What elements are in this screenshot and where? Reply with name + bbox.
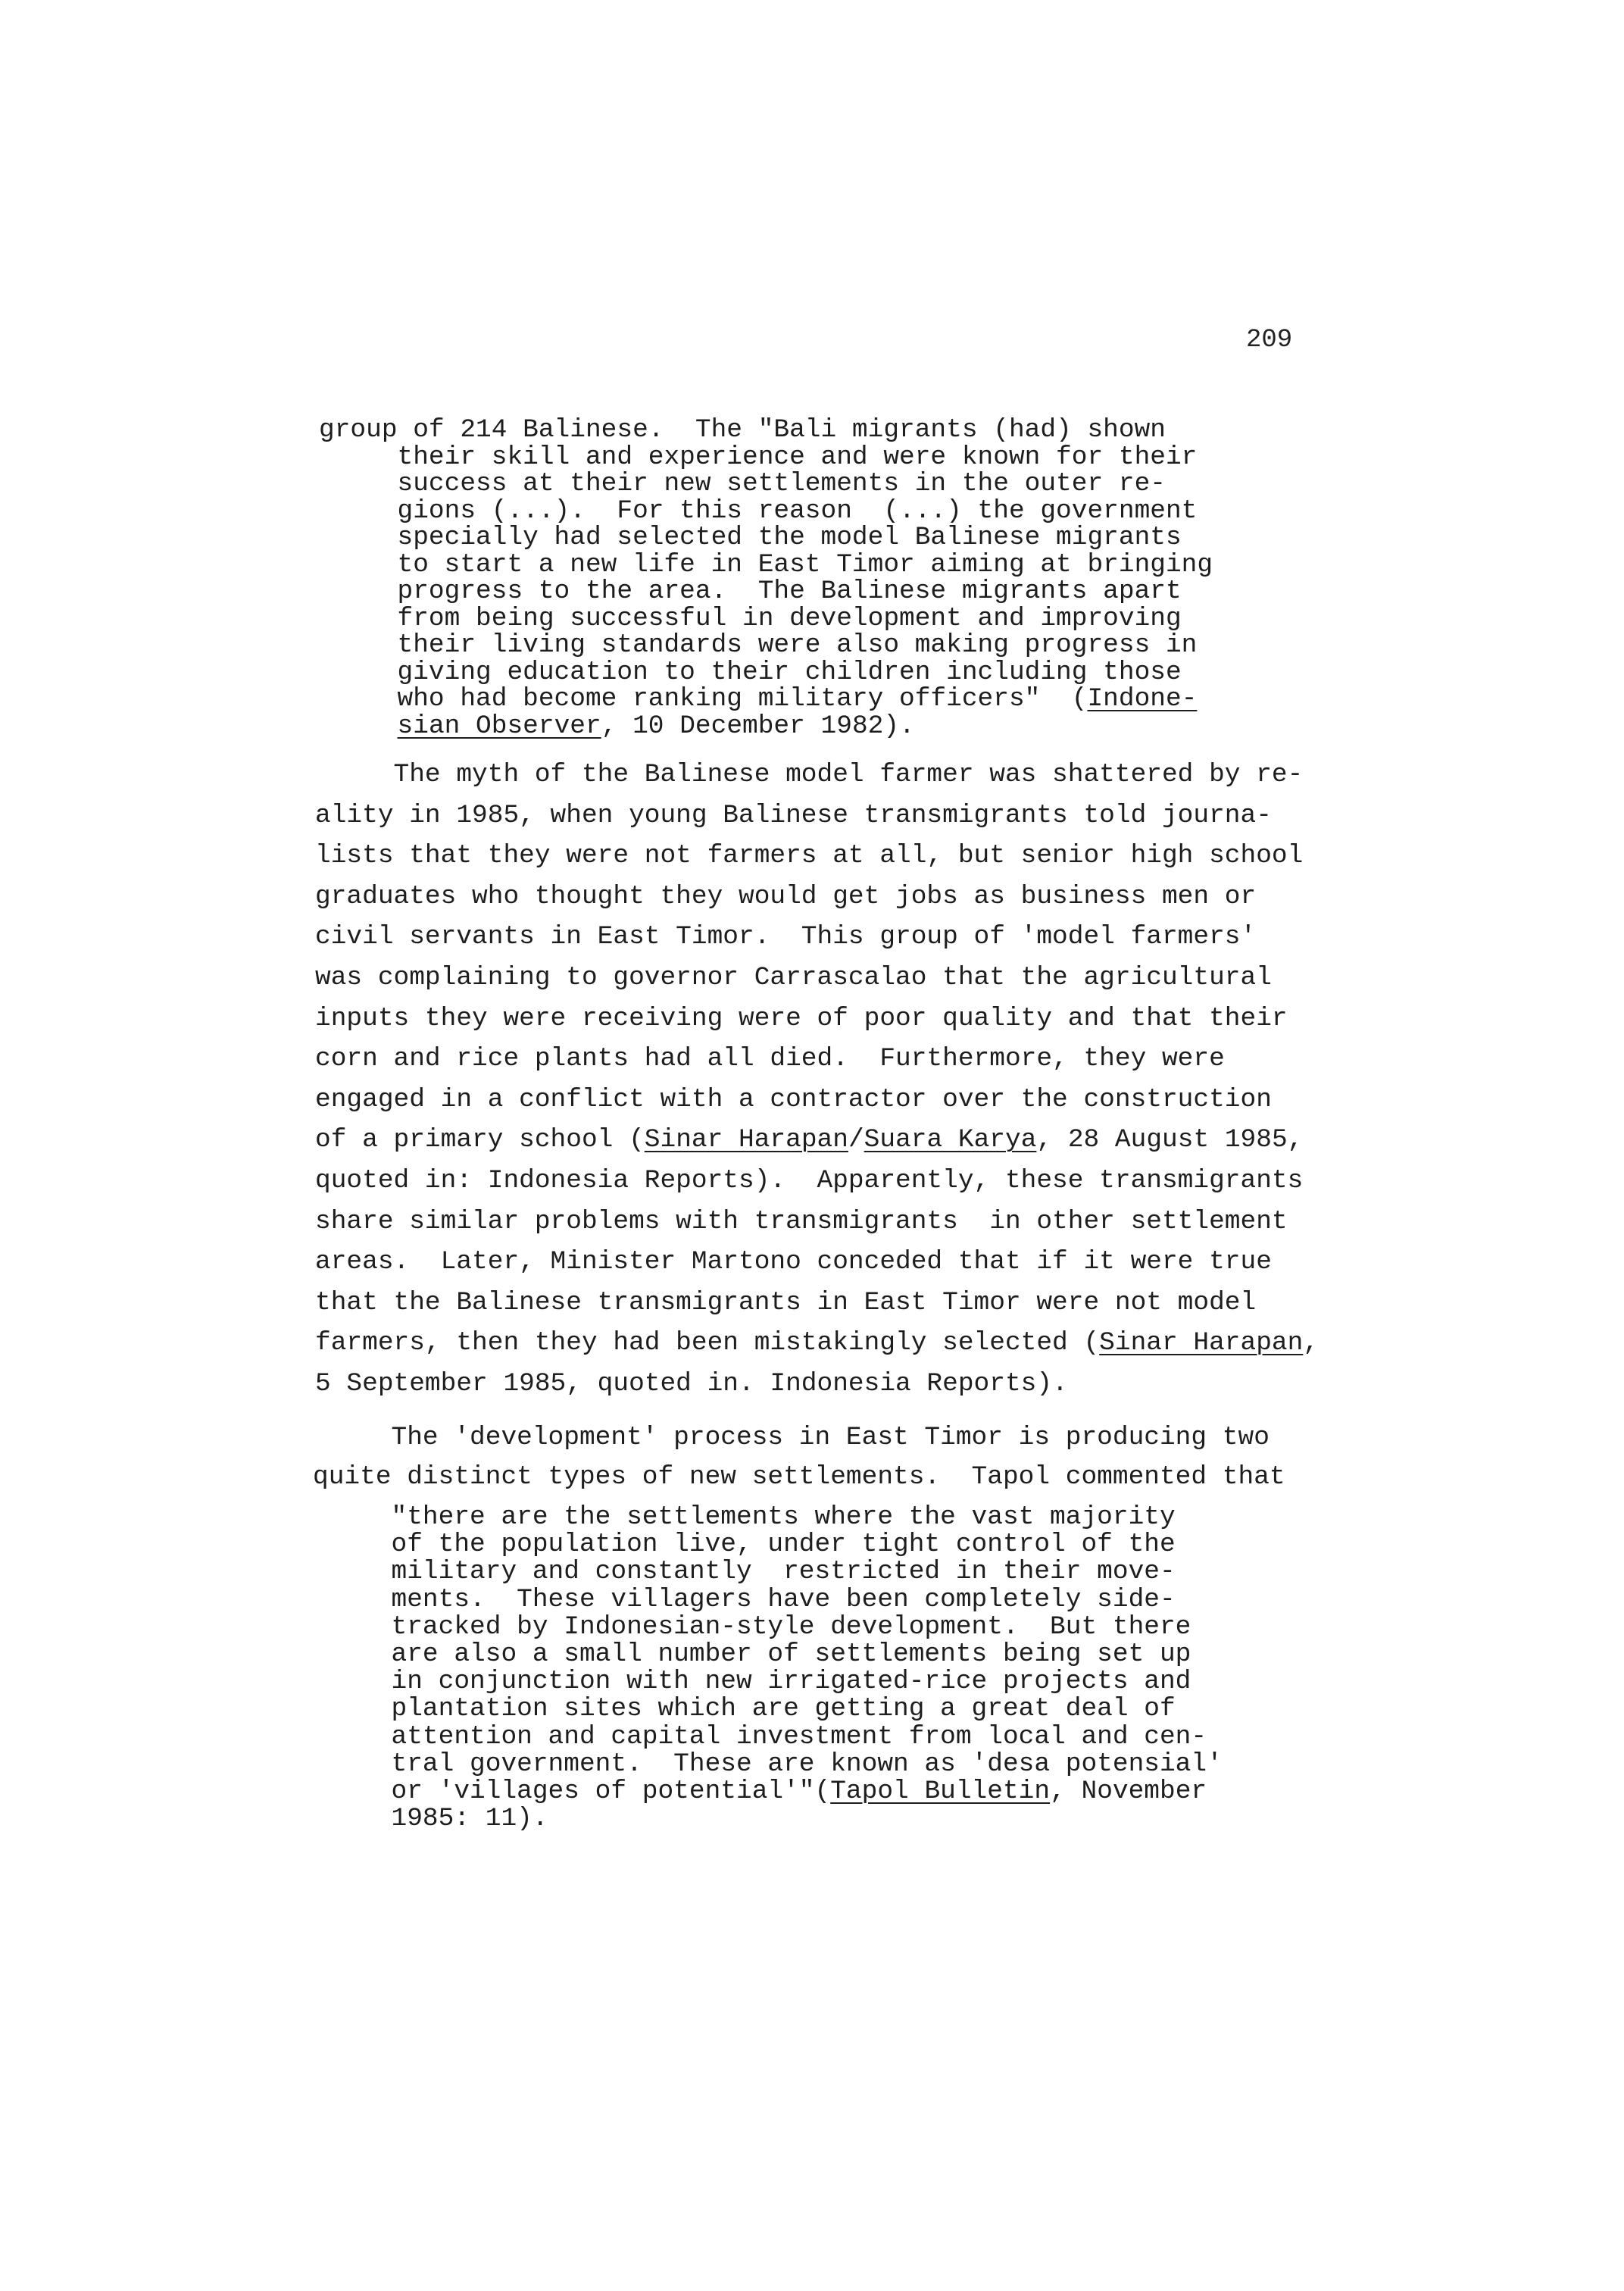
text-line (319, 577, 1182, 606)
text-line (315, 1166, 1303, 1196)
text-segment: that the Balinese transmigrants in East Timor were not model (315, 1287, 1257, 1317)
text-segment: 1985: 11). (313, 1804, 548, 1834)
text-segment: from being successful in development and improving (319, 603, 1182, 633)
text-line (319, 523, 1182, 552)
text-line (313, 1694, 1176, 1724)
text-line (315, 801, 1272, 830)
text-segment: areas. Later, Minister Martono conceded that if it were true (315, 1247, 1272, 1277)
text-segment: specially had selected the model Balinese migrants (319, 523, 1182, 552)
text-segment: are also a small number of settlements being set up (313, 1639, 1191, 1669)
text-line (315, 760, 1303, 789)
text-line (319, 442, 1197, 472)
text-line (315, 882, 1256, 911)
citation-title: Suara Karya (864, 1125, 1037, 1155)
text-segment: plantation sites which are getting a great deal of (313, 1694, 1176, 1724)
text-segment: civil servants in East Timor. This group of 'model farmers' (315, 922, 1257, 952)
text-segment: / (848, 1125, 864, 1155)
text-line (313, 1749, 1223, 1779)
page-number: 209 (1246, 326, 1293, 355)
text-segment: ments. These villagers have been completely side- (313, 1584, 1176, 1614)
citation-title: Indone- (1087, 684, 1198, 714)
text-segment: , November (1050, 1777, 1207, 1806)
citation-title: sian Observer (397, 711, 601, 741)
text-segment: , (1303, 1328, 1320, 1358)
text-line (319, 604, 1182, 633)
text-segment: to start a new life in East Timor aiming at bringing (319, 549, 1213, 580)
text-segment: The 'development' process in East Timor is producing two (313, 1423, 1270, 1452)
text-line (315, 1044, 1225, 1074)
text-segment: farmers, then they had been mistakingly selected ( (315, 1328, 1100, 1358)
text-segment: share similar problems with transmigrants in other settlement (315, 1206, 1288, 1236)
text-line (313, 1804, 548, 1833)
text-line (315, 1085, 1272, 1114)
text-line (315, 1247, 1272, 1277)
text-line (313, 1423, 1270, 1452)
citation-title: Tapol Bulletin (830, 1777, 1051, 1806)
text-line (315, 1125, 1303, 1155)
text-segment: who had become ranking military officers" ( (319, 684, 1088, 714)
text-segment: progress to the area. The Balinese migrants apart (319, 577, 1182, 606)
text-line (319, 496, 1197, 526)
text-line (319, 658, 1182, 687)
text-line (315, 1328, 1319, 1358)
text-segment: gions (...). For this reason (...) the government (319, 495, 1198, 526)
text-line (319, 684, 1197, 714)
text-segment: inputs they were receiving were of poor quality and that their (315, 1003, 1288, 1033)
text-line (315, 1369, 1068, 1399)
text-segment (319, 711, 398, 741)
text-line (319, 550, 1213, 580)
text-segment: in conjunction with new irrigated-rice projects and (313, 1667, 1191, 1697)
text-line (319, 415, 1166, 445)
text-line (319, 469, 1166, 499)
text-line (315, 922, 1256, 952)
citation-title: Sinar Harapan (1099, 1328, 1304, 1358)
text-line (315, 841, 1303, 870)
text-segment: of a primary school ( (315, 1125, 645, 1155)
text-segment: was complaining to governor Carrascalao that the agricultural (315, 963, 1272, 992)
text-segment: corn and rice plants had all died. Furthermore, they were (315, 1044, 1225, 1074)
text-segment: their skill and experience and were known for their (319, 442, 1198, 472)
text-line (313, 1612, 1191, 1642)
text-segment: attention and capital investment from local and cen- (313, 1721, 1207, 1752)
text-segment: their living standards were also making progress in (319, 630, 1198, 660)
text-line (313, 1585, 1176, 1614)
text-segment: quite distinct types of new settlements. Tapol commented that (313, 1462, 1285, 1492)
text-line (315, 1207, 1288, 1236)
text-line (315, 1004, 1288, 1033)
text-segment: military and constantly restricted in their move- (313, 1557, 1176, 1587)
text-line (313, 1777, 1207, 1806)
text-segment: ality in 1985, when young Balinese transmigrants told journa- (315, 800, 1272, 830)
text-segment: engaged in a conflict with a contractor over the construction (315, 1084, 1272, 1114)
text-segment: quoted in: Indonesia Reports). Apparently, these transmigrants (315, 1166, 1304, 1196)
text-segment: "there are the settlements where the vast majority (313, 1502, 1176, 1532)
text-line (313, 1639, 1191, 1669)
text-segment: giving education to their children including those (319, 657, 1182, 687)
text-line (313, 1722, 1207, 1752)
text-segment: tracked by Indonesian-style development. But there (313, 1611, 1191, 1642)
citation-title: Sinar Harapan (644, 1125, 848, 1155)
text-line (313, 1530, 1176, 1559)
text-line (319, 711, 915, 741)
text-line (315, 963, 1272, 992)
text-segment: , 10 December 1982). (601, 711, 915, 741)
text-segment: success at their new settlements in the outer re- (319, 469, 1166, 499)
text-segment: lists that they were not farmers at all, but senior high school (315, 841, 1304, 871)
text-line (319, 630, 1197, 660)
text-line (313, 1667, 1191, 1696)
text-segment: graduates who thought they would get jobs as business men or (315, 881, 1257, 911)
text-line (315, 1288, 1256, 1317)
text-segment: or 'villages of potential'"( (313, 1777, 831, 1806)
text-segment: The myth of the Balinese model farmer was shattered by re- (315, 760, 1304, 789)
text-line (313, 1462, 1285, 1492)
text-segment: tral government. These are known as 'desa potensial' (313, 1749, 1223, 1779)
text-segment: 5 September 1985, quoted in. Indonesia Reports). (315, 1369, 1068, 1399)
text-segment: , 28 August 1985, (1036, 1125, 1304, 1155)
text-segment: of the population live, under tight control of the (313, 1530, 1176, 1560)
text-line (313, 1557, 1176, 1586)
text-segment: group of 214 Balinese. The "Bali migrants (had) shown (319, 415, 1166, 445)
text-line (313, 1502, 1176, 1532)
